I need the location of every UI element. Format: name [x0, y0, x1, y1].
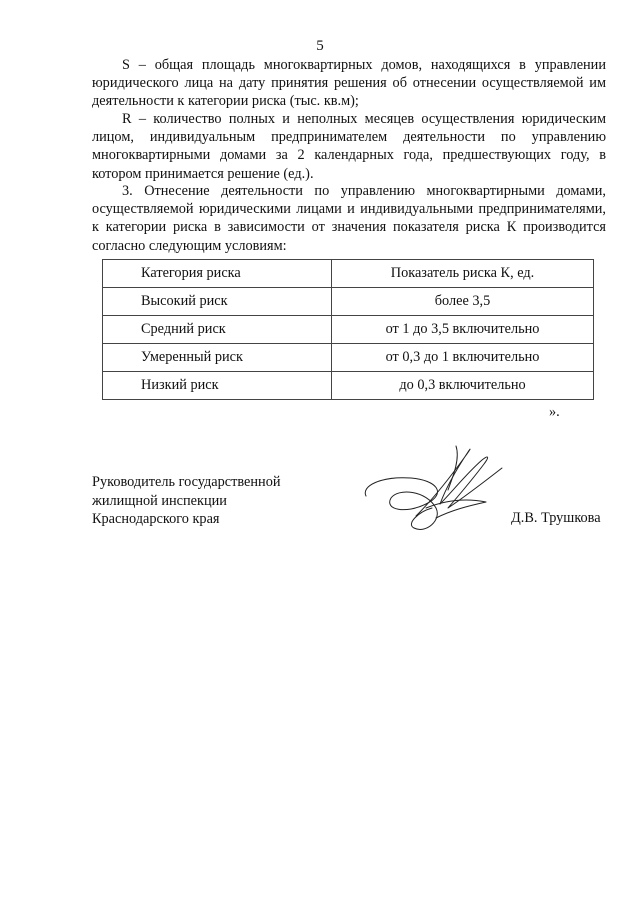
table-cell-category: Высокий риск [103, 288, 332, 316]
table-header-cell: Категория риска [103, 260, 332, 288]
table-cell-category: Средний риск [103, 316, 332, 344]
page-number: 5 [316, 38, 324, 54]
handwritten-signature [356, 438, 506, 538]
table-cell-indicator: более 3,5 [332, 288, 594, 316]
signer-position-line: Краснодарского края [92, 511, 220, 527]
signer-name: Д.В. Трушкова [511, 510, 601, 526]
paragraph-r-definition: R – количество полных и неполных месяцев осуществления юридическим лицом, индивидуальным предпринимателем деятельности по управлению многоквартирными домами за 2 календарных года, предшествующих году, в котором принимается решение (ед.). [92, 111, 606, 182]
table-row [103, 316, 594, 344]
signer-position [92, 473, 281, 529]
paragraph-s-definition: S – общая площадь многоквартирных домов, находящихся в управлении юридического лица на дату принятия решения об отнесении осуществляемой им деятельности к категории риска (тыс. кв.м); [92, 57, 606, 110]
table-cell-indicator: от 1 до 3,5 включительно [332, 316, 594, 344]
paragraph-risk-conditions: 3. Отнесение деятельности по управлению многоквартирными домами, осуществляемой юридическими лицами и индивидуальными предпринимателями, к категории риска в зависимости от значения показателя риска К производится согласно следующим условиям: [92, 183, 606, 254]
signer-position-line: жилищной инспекции [92, 492, 227, 509]
signer-position-line: Руководитель государственной [92, 474, 281, 490]
table-cell-category: Умеренный риск [103, 344, 332, 372]
table-header-cell: Показатель риска К, ед. [332, 260, 594, 288]
table-row [103, 288, 594, 316]
closing-quote: ». [549, 404, 560, 420]
table-cell-indicator: от 0,3 до 1 включительно [332, 344, 594, 372]
table-row [103, 344, 594, 372]
table-cell-category: Низкий риск [103, 372, 332, 400]
table-row [103, 372, 594, 400]
risk-category-table [102, 259, 594, 400]
table-header-row [103, 260, 594, 288]
table-cell-indicator: до 0,3 включительно [332, 372, 594, 400]
